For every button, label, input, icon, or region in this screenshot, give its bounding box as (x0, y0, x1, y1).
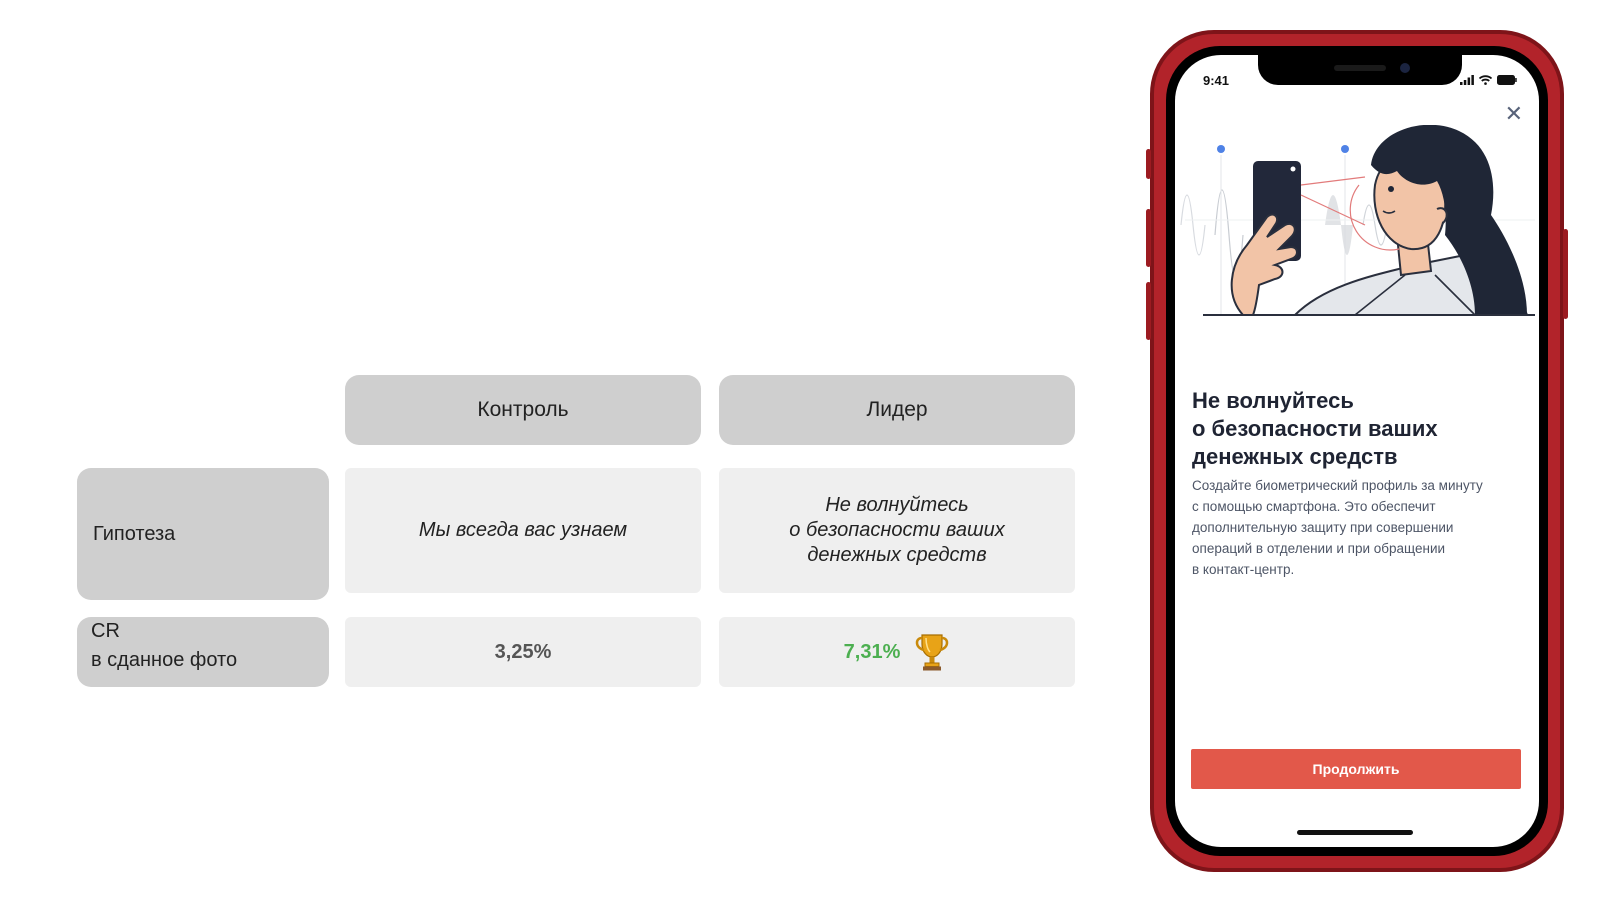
row-label-cr-line: CR (91, 620, 120, 642)
promo-body-line: с помощью смартфона. Это обеспечит (1192, 499, 1436, 514)
phone-mockup (1150, 30, 1564, 872)
cr-control-cell (345, 617, 701, 687)
promo-title (1192, 387, 1512, 471)
phone-screen-bezel (1166, 46, 1548, 856)
promo-body-line: в контакт-центр. (1192, 562, 1295, 577)
promo-title-line: Не волнуйтесь (1192, 388, 1354, 413)
signal-icon (1460, 75, 1474, 85)
promo-body-line: операций в отделении и при обращении (1192, 541, 1446, 556)
promo-title-line: денежных средств (1192, 444, 1398, 469)
row-label-hypothesis (77, 468, 329, 600)
hypothesis-leader-cell (719, 468, 1075, 593)
status-time: 9:41 (1203, 73, 1230, 88)
volume-up-button (1146, 209, 1151, 267)
promo-body-line: Создайте биометрический профиль за минуту (1192, 478, 1483, 493)
power-button (1563, 229, 1568, 319)
column-header-control-label: Контроль (477, 398, 569, 421)
notch (1258, 55, 1462, 85)
volume-down-button (1146, 282, 1151, 340)
close-icon[interactable]: ✕ (1504, 101, 1523, 126)
cr-leader-value: 7,31% (843, 640, 901, 663)
hypothesis-leader-line: о безопасности ваших (789, 519, 1005, 541)
hypothesis-leader-line: Не волнуйтесь (825, 494, 969, 516)
home-indicator (1297, 830, 1413, 835)
status-icons (1460, 75, 1517, 85)
column-header-leader-label: Лидер (866, 398, 928, 421)
row-label-cr (77, 617, 329, 687)
column-header-control (345, 375, 701, 445)
wifi-icon (1479, 75, 1492, 85)
speaker-grille (1334, 65, 1386, 71)
trophy-icon (914, 632, 950, 672)
hypothesis-control-cell (345, 468, 701, 593)
promo-body-line: дополнительную защиту при совершении (1192, 520, 1454, 535)
cr-leader-cell (719, 617, 1075, 687)
battery-icon (1497, 75, 1517, 85)
row-label-hypothesis-text: Гипотеза (93, 522, 176, 545)
face-scan-illustration (1175, 125, 1539, 345)
promo-body (1192, 475, 1532, 580)
promo-title-line: о безопасности ваших (1192, 416, 1438, 441)
hypothesis-control-text: Мы всегда вас узнаем (418, 519, 628, 541)
hypothesis-leader-line: денежных средств (807, 544, 987, 566)
cr-control-value: 3,25% (494, 640, 552, 663)
front-camera (1400, 63, 1410, 73)
column-header-leader (719, 375, 1075, 445)
row-label-cr-line: в сданное фото (91, 649, 238, 671)
phone-display (1175, 55, 1539, 847)
mute-switch (1146, 149, 1151, 179)
continue-button[interactable]: Продолжить (1191, 749, 1521, 789)
